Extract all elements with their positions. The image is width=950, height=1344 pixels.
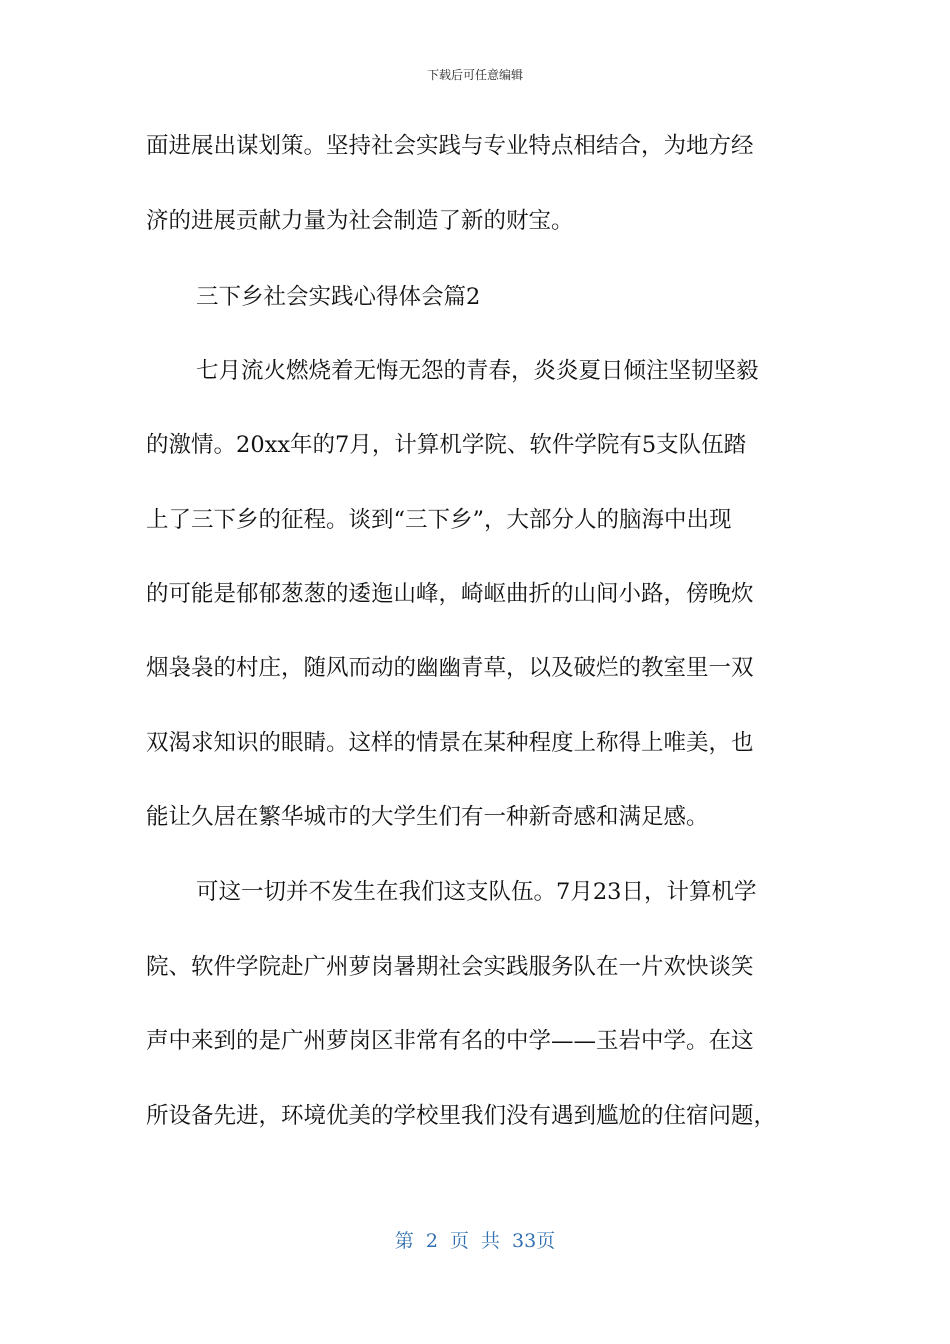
text-line: 的可能是郁郁葱葱的逶迤山峰，崎岖曲折的山间小路，傍晚炊 [146,581,754,607]
text-line: 上了三下乡的征程。谈到“三下乡”，大部分人的脑海中出现 [146,507,732,533]
text-line: 双渴求知识的眼睛。这样的情景在某种程度上称得上唯美，也 [146,730,754,756]
text-line: 面进展出谋划策。坚持社会实践与专业特点相结合，为地方经 [146,133,754,159]
page-number-footer: 第 2 页 共 33页 [394,1230,556,1252]
text-line: 能让久居在繁华城市的大学生们有一种新奇感和满足感。 [146,804,709,830]
text-line: 可这一切并不发生在我们这支队伍。7月23日，计算机学 [196,879,757,905]
page-header-note: 下载后可任意编辑 [426,68,523,82]
text-line: 声中来到的是广州萝岗区非常有名的中学——玉岩中学。在这 [146,1028,754,1054]
text-line: 所设备先进，环境优美的学校里我们没有遇到尴尬的住宿问题， [146,1103,777,1129]
text-line: 院、软件学院赴广州萝岗暑期社会实践服务队在一片欢快谈笑 [146,954,754,980]
text-line: 的激情。20xx年的7月，计算机学院、软件学院有5支队伍踏 [146,432,747,458]
text-line: 七月流火燃烧着无悔无怨的青春，炎炎夏日倾注坚韧坚毅 [196,358,759,384]
section-heading: 三下乡社会实践心得体会篇2 [196,284,481,310]
text-line: 烟袅袅的村庄，随风而动的幽幽青草，以及破烂的教室里一双 [146,655,754,681]
text-line: 济的进展贡献力量为社会制造了新的财宝。 [146,208,574,234]
